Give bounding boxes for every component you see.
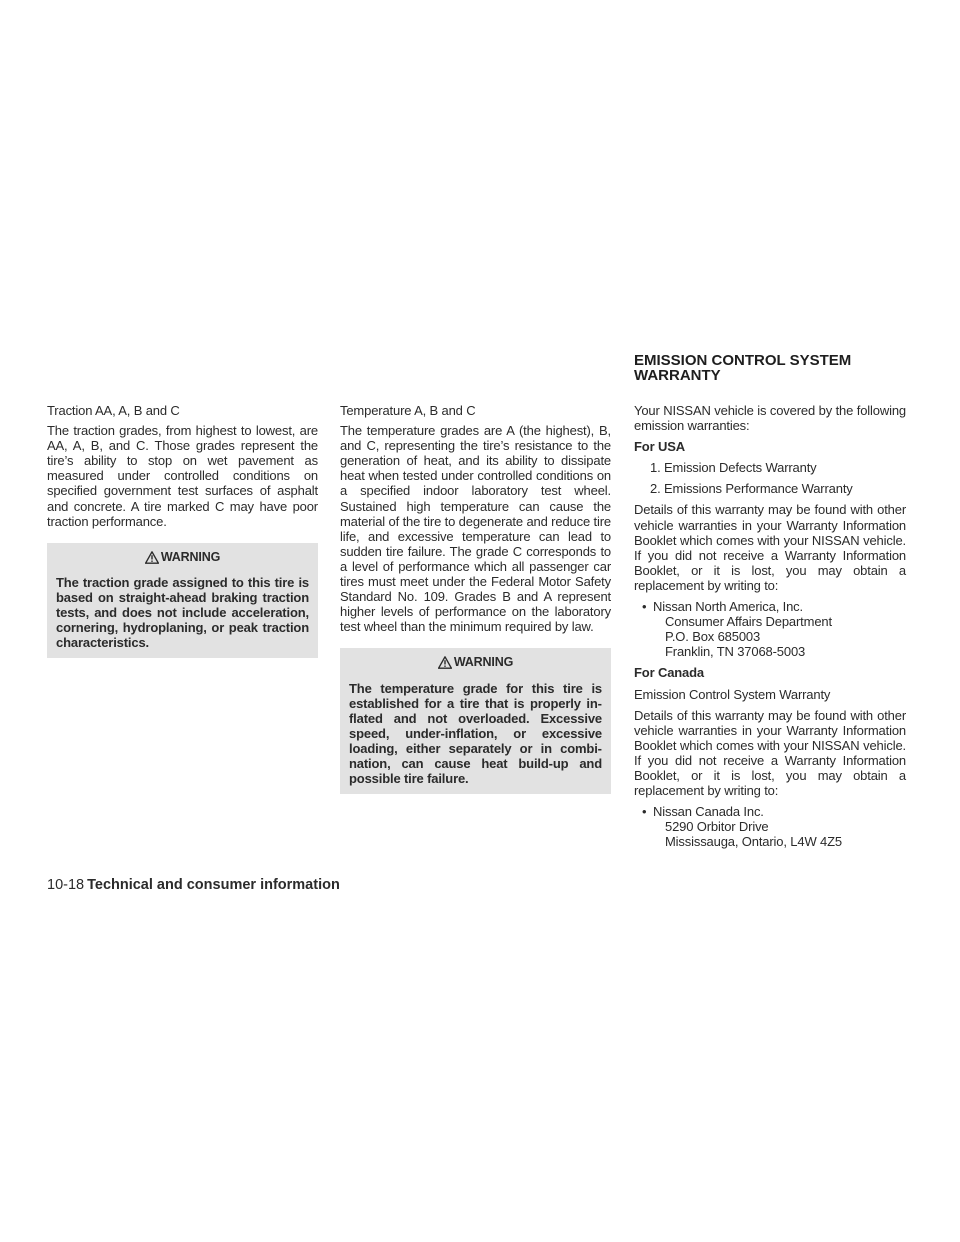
warning-title: WARNING [453, 655, 514, 670]
emission-intro: Your NISSAN vehicle is covered by the following emission warranties: [634, 403, 906, 434]
traction-warning-text: The traction grade assigned to this tire is based on straight-ahead braking traction tests, and does not include acceleration, cornering, hydroplaning, or peak traction characteristics. [56, 574, 309, 651]
canada-subheading: Emission Control System Warranty [634, 686, 831, 702]
traction-subheading: Traction AA, A, B and C [47, 403, 180, 418]
usa-address-line3: P.O. Box 685003 [665, 629, 761, 645]
page-number: 10-18 [47, 877, 85, 893]
usa-list-item-2: 2. Emissions Performance Warranty [650, 481, 853, 497]
usa-list-item-1: 1. Emission Defects Warranty [650, 460, 817, 476]
section-title-line1: EMISSION CONTROL SYSTEM [634, 352, 852, 369]
temperature-subheading: Temperature A, B and C [340, 403, 476, 418]
temperature-warning-text: The temperature grade for this tire is established for a tire that is properly inflated and not overloaded. Excessive speed, under-inflation, or excessive loading, either separately or in combination, can cause heat build-up and possible tire failure. [349, 680, 602, 787]
column-emission-warranty [634, 403, 906, 855]
canada-address-line3: Mississauga, Ontario, L4W 4Z5 [665, 834, 842, 850]
page-footer [47, 877, 340, 893]
column-temperature [340, 403, 611, 794]
usa-address [634, 599, 906, 659]
footer-title: Technical and consumer information [87, 877, 340, 893]
canada-address-line2: 5290 Orbitor Drive [665, 819, 769, 835]
bullet-icon: • [642, 804, 647, 820]
canada-address-line1: Nissan Canada Inc. [653, 804, 764, 820]
warning-header [56, 550, 309, 565]
usa-heading: For USA [634, 439, 685, 455]
temperature-warning-box [340, 648, 611, 794]
warning-title: WARNING [160, 549, 221, 564]
column-traction [47, 403, 318, 658]
warning-header [349, 655, 602, 670]
warning-triangle-icon [438, 656, 452, 669]
canada-heading: For Canada [634, 665, 705, 681]
usa-details: Details of this warranty may be found with other vehicle warranties in your Warranty Information Booklet which comes with your NISSAN vehicle. If you did not receive a Warranty Information Booklet, or it is lost, you may obtain a replacement by writing to: [634, 502, 906, 593]
traction-warning-box [47, 543, 318, 659]
usa-address-line4: Franklin, TN 37068-5003 [665, 644, 806, 660]
temperature-paragraph: The temperature grades are A (the highest), B, and C, representing the tire’s resistance to the generation of heat, and its ability to dissipate heat when tested under controlled conditions on a specified indoor laboratory test wheel. Sustained high temperature can cause the material of the tire to degenerate and reduce tire life, and excessive temperature can lead to sudden tire failure. The grade C corresponds to a level of performance which all passenger car tires must meet under the Federal Motor Safety Standard No. 109. Grades B and A represent higher levels of performance on the laboratory test wheel than the minimum required by law. [340, 423, 611, 635]
canada-address [634, 804, 906, 849]
canada-details: Details of this warranty may be found with other vehicle warranties in your Warranty Information Booklet which comes with your NISSAN vehicle. If you did not receive a Warranty Information Booklet, or it is lost, you may obtain a replacement by writing to: [634, 707, 906, 799]
section-title-line2: WARRANTY [634, 367, 721, 384]
traction-paragraph: The traction grades, from highest to lowest, are AA, A, B, and C. Those grades represent the tire’s ability to stop on wet pavement as measured under controlled conditions on specified government test surfaces of asphalt and concrete. A tire marked C may have poor traction performance. [47, 423, 318, 529]
usa-address-line1: Nissan North America, Inc. [653, 599, 803, 615]
bullet-icon: • [642, 599, 647, 615]
warning-triangle-icon [145, 551, 159, 564]
emission-section-title [634, 353, 906, 383]
usa-address-line2: Consumer Affairs Department [665, 614, 832, 630]
